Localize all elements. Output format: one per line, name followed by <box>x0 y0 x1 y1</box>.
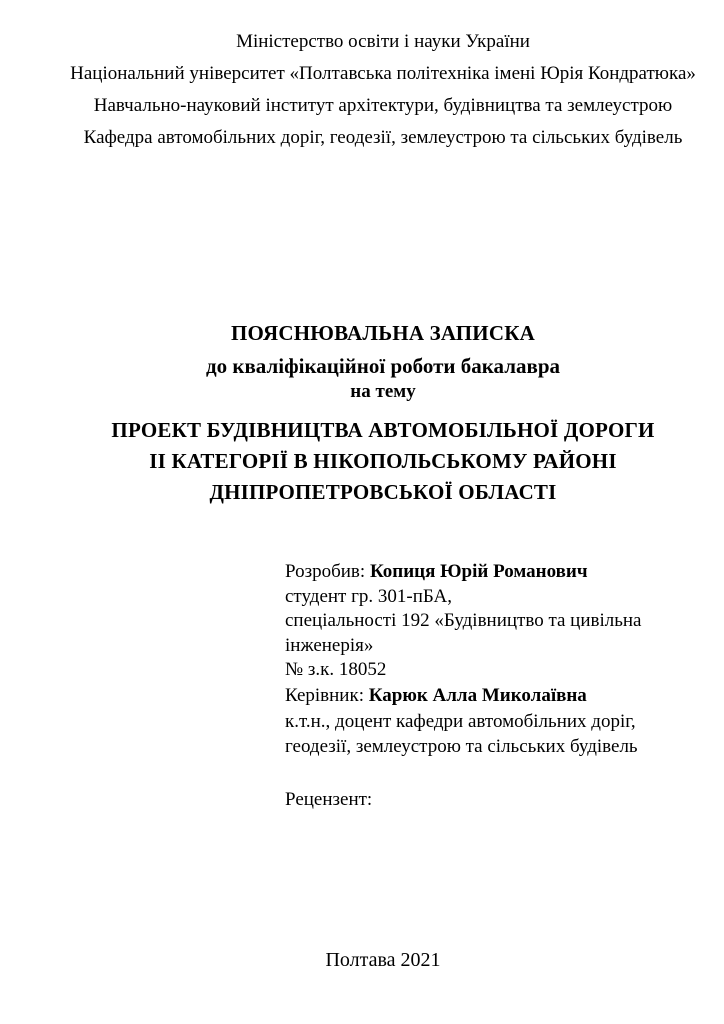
supervisor-name: Карюк Алла Миколаївна <box>368 685 587 706</box>
developer-detail-line: спеціальності 192 «Будівництво та цивільна інженерія» <box>285 610 642 656</box>
document-type-subheading: до кваліфікаційної роботи бакалавра <box>205 354 561 378</box>
theme-label: на тему <box>350 381 416 402</box>
city-year-line: Полтава 2021 <box>325 949 441 971</box>
supervisor-role-label: Керівник: <box>285 685 369 706</box>
developer-role-line <box>285 560 704 585</box>
developer-role-label: Розробив: <box>285 561 370 582</box>
supervisor-block <box>285 683 704 760</box>
thesis-title <box>42 415 724 508</box>
supervisor-role-line <box>285 683 704 709</box>
document-type-heading: ПОЯСНЮВАЛЬНА ЗАПИСКА <box>230 321 536 345</box>
institute-line: Навчально-науковий інститут архітектури, будівництва та землеустрою <box>93 95 673 116</box>
ministry-line: Міністерство освіти і науки України <box>236 31 530 52</box>
developer-block <box>285 560 704 683</box>
supervisor-detail-line: к.т.н., доцент кафедри автомобільних доріг, <box>285 710 636 732</box>
supervisor-detail-line: геодезії, землеустрою та сільських будівель <box>285 736 638 757</box>
thesis-title-line: ІІ КАТЕГОРІЇ В НІКОПОЛЬСЬКОМУ РАЙОНІ <box>149 449 617 473</box>
developer-name: Копиця Юрій Романович <box>369 561 588 582</box>
department-line: Кафедра автомобільних доріг, геодезії, землеустрою та сільських будівель <box>83 127 683 148</box>
reviewer-block <box>285 787 704 812</box>
university-line: Національний університет «Полтавська політехніка імені Юрія Кондратюка» <box>70 63 696 84</box>
thesis-title-line: ПРОЕКТ БУДІВНИЦТВА АВТОМОБІЛЬНОЇ ДОРОГИ <box>111 418 655 442</box>
thesis-title-line: ДНІПРОПЕТРОВСЬКОЇ ОБЛАСТІ <box>209 480 557 504</box>
developer-detail-line: студент гр. 301-пБА, <box>285 585 453 607</box>
institution-header <box>42 26 724 154</box>
developer-detail-line: № з.к. 18052 <box>285 659 387 680</box>
reviewer-role-label: Рецензент: <box>285 789 373 810</box>
